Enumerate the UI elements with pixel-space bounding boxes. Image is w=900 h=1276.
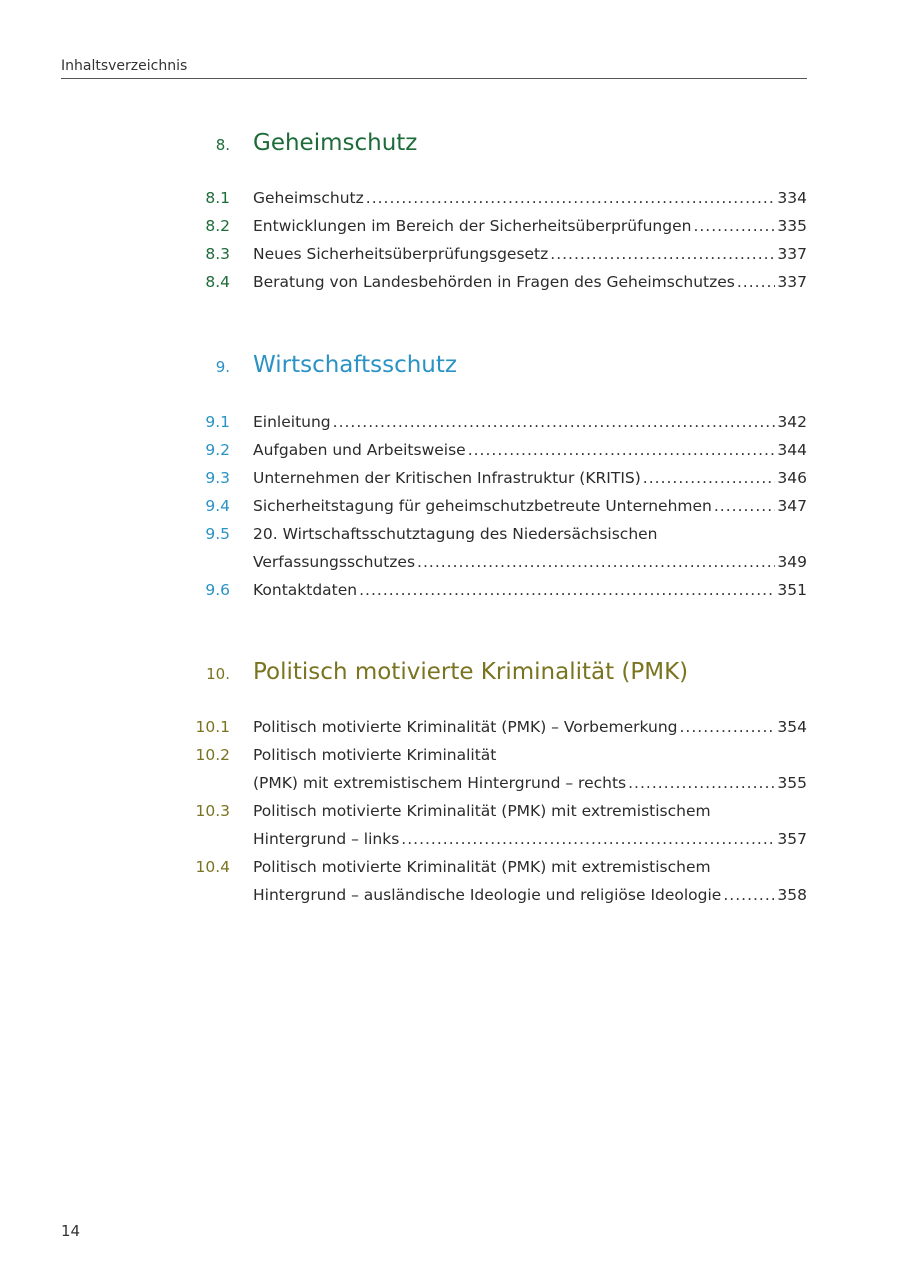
entry-page: 342 <box>777 413 807 431</box>
entry-page: 358 <box>777 886 807 904</box>
section-heading <box>0 118 900 158</box>
entry-title: Unternehmen der Kritischen Infrastruktur (KRITIS) <box>253 469 641 487</box>
entry-number: 10.1 <box>195 718 230 736</box>
section-number: 10. <box>206 665 230 683</box>
entry-number: 9.6 <box>205 581 230 599</box>
entry-title: Politisch motivierte Kriminalität (PMK) mit extremistischem <box>253 858 711 876</box>
page-number: 14 <box>61 1222 81 1240</box>
section-number: 9. <box>215 358 230 376</box>
entry-page: 346 <box>777 469 807 487</box>
toc-entry-8-1[interactable] <box>0 184 900 212</box>
entry-number: 10.4 <box>195 858 230 876</box>
entry-title-continued: Hintergrund – ausländische Ideologie und religiöse Ideologie <box>253 886 722 904</box>
entry-title: Politisch motivierte Kriminalität (PMK) mit extremistischem <box>253 802 711 820</box>
entry-title: Politisch motivierte Kriminalität <box>253 746 497 764</box>
entry-page: 337 <box>777 273 807 291</box>
toc-entries <box>0 184 900 296</box>
section-title: Politisch motivierte Kriminalität (PMK) <box>253 659 689 685</box>
toc-entry-9-5[interactable] <box>0 520 900 576</box>
entry-title: Einleitung <box>253 413 331 431</box>
entry-page: 337 <box>777 245 807 263</box>
toc-entries <box>0 408 900 604</box>
entry-number: 10.2 <box>195 746 230 764</box>
toc-entry-8-4[interactable] <box>0 268 900 296</box>
entry-number: 9.1 <box>205 413 230 431</box>
toc-section-8 <box>0 118 900 296</box>
entry-number: 9.3 <box>205 469 230 487</box>
toc-section-10 <box>0 647 900 909</box>
entry-title: Neues Sicherheitsüberprüfungsgesetz <box>253 245 549 263</box>
entry-page: 335 <box>777 217 807 235</box>
toc-entry-8-2[interactable] <box>0 212 900 240</box>
toc-section-9 <box>0 340 900 604</box>
toc-entry-9-4[interactable] <box>0 492 900 520</box>
section-title: Geheimschutz <box>253 130 418 156</box>
toc-entry-8-3[interactable] <box>0 240 900 268</box>
entry-number: 8.3 <box>205 245 230 263</box>
entry-title: Sicherheitstagung für geheimschutzbetreute Unternehmen <box>253 497 712 515</box>
entry-page: 349 <box>777 553 807 571</box>
toc-entry-10-1[interactable] <box>0 713 900 741</box>
toc-entry-9-1[interactable] <box>0 408 900 436</box>
entry-title: Beratung von Landesbehörden in Fragen des Geheimschutzes <box>253 273 735 291</box>
section-number: 8. <box>215 136 230 154</box>
entry-number: 8.4 <box>205 273 230 291</box>
entry-title: 20. Wirtschaftsschutztagung des Niedersächsischen <box>253 525 658 543</box>
toc-entries <box>0 713 900 909</box>
entry-title: Kontaktdaten <box>253 581 358 599</box>
entry-title: Politisch motivierte Kriminalität (PMK) – Vorbemerkung <box>253 718 678 736</box>
entry-number: 9.5 <box>205 525 230 543</box>
entry-number: 8.1 <box>205 189 230 207</box>
entry-page: 354 <box>777 718 807 736</box>
entry-page: 334 <box>777 189 807 207</box>
entry-title-continued: Verfassungsschutzes <box>253 553 416 571</box>
toc-entry-9-2[interactable] <box>0 436 900 464</box>
entry-title: Geheimschutz <box>253 189 364 207</box>
entry-page: 347 <box>777 497 807 515</box>
entry-page: 355 <box>777 774 807 792</box>
entry-number: 9.4 <box>205 497 230 515</box>
entry-number: 10.3 <box>195 802 230 820</box>
toc-entry-10-3[interactable] <box>0 797 900 853</box>
entry-number: 8.2 <box>205 217 230 235</box>
entry-page: 351 <box>777 581 807 599</box>
toc-entry-9-6[interactable] <box>0 576 900 604</box>
toc-entry-10-4[interactable] <box>0 853 900 909</box>
toc-entry-10-2[interactable] <box>0 741 900 797</box>
entry-title: Aufgaben und Arbeitsweise <box>253 441 466 459</box>
entry-number: 9.2 <box>205 441 230 459</box>
section-heading <box>0 340 900 380</box>
entry-title-continued: Hintergrund – links <box>253 830 400 848</box>
running-header: Inhaltsverzeichnis <box>61 58 807 79</box>
entry-page: 344 <box>777 441 807 459</box>
entry-page: 357 <box>777 830 807 848</box>
entry-title: Entwicklungen im Bereich der Sicherheitsüberprüfungen <box>253 217 692 235</box>
section-heading <box>0 647 900 687</box>
entry-title-continued: (PMK) mit extremistischem Hintergrund – rechts <box>253 774 627 792</box>
section-title: Wirtschaftsschutz <box>253 352 457 378</box>
toc-entry-9-3[interactable] <box>0 464 900 492</box>
